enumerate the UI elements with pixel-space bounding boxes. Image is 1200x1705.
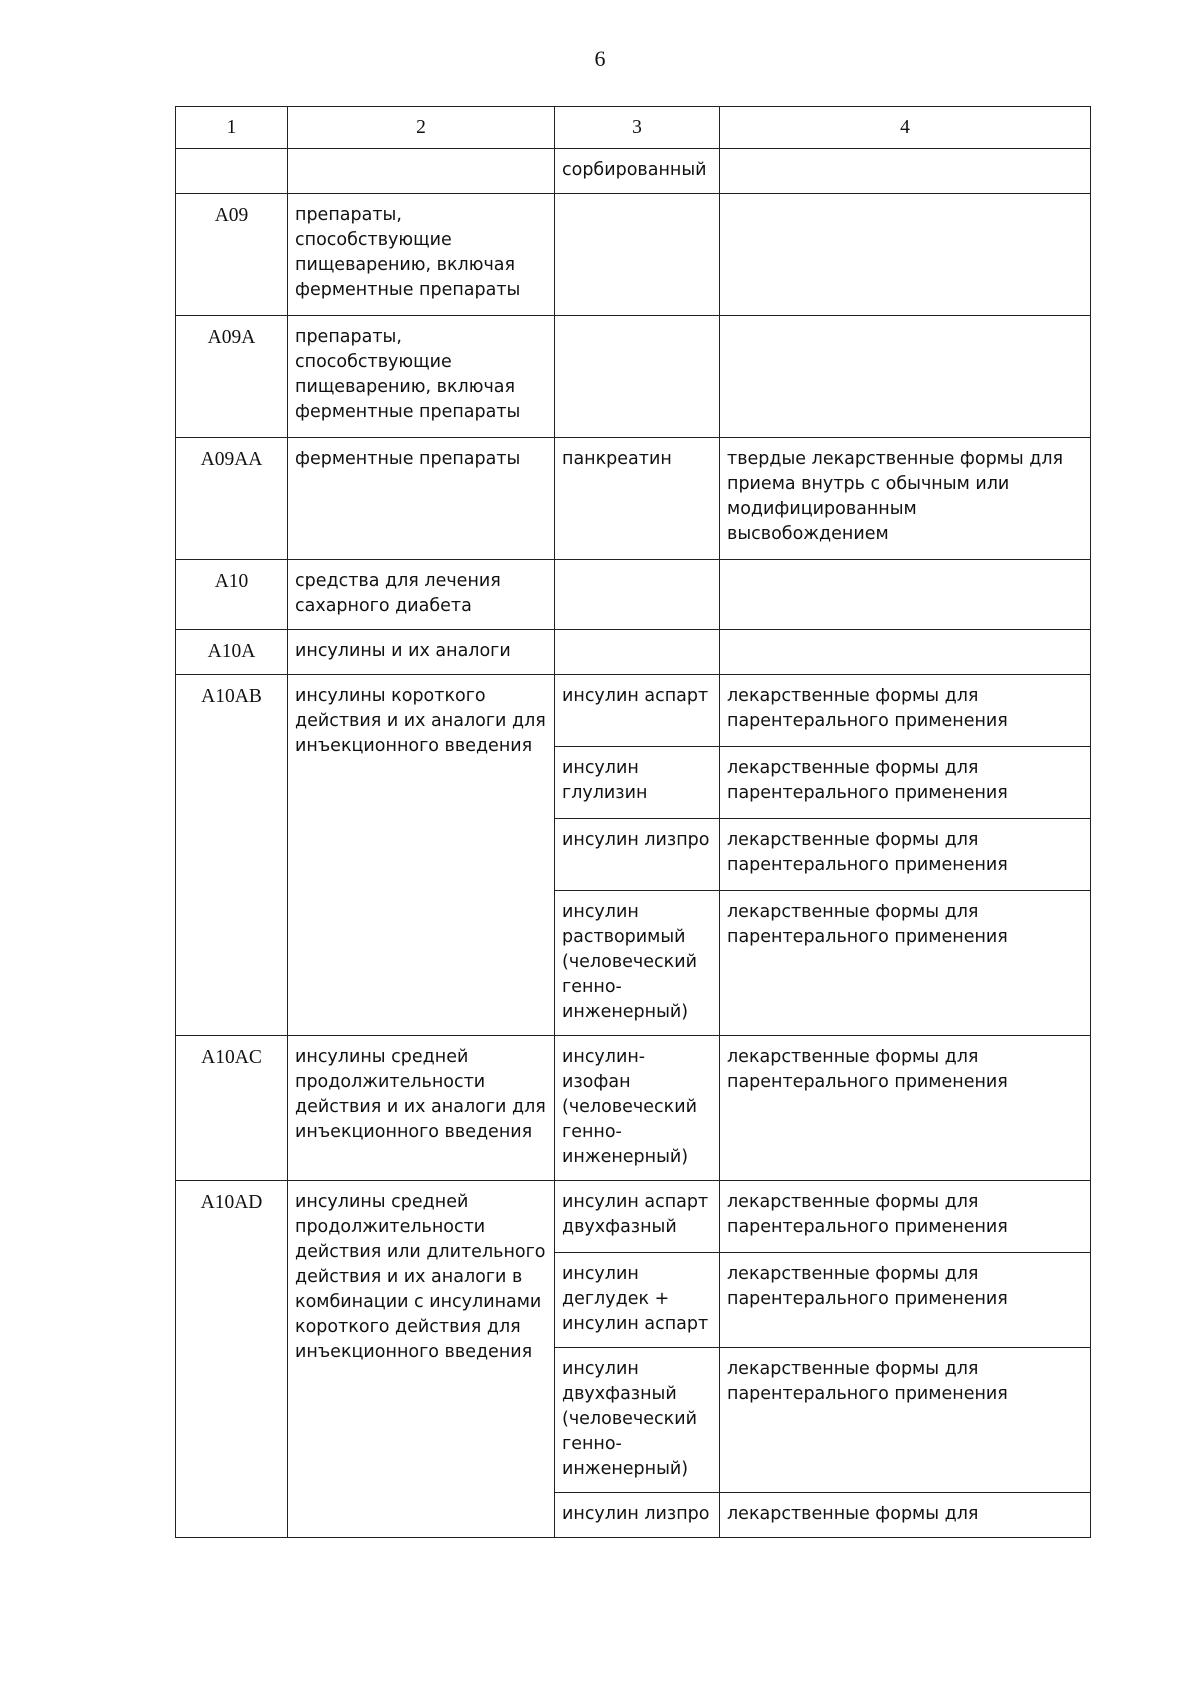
atc-code-cell: A10AD <box>176 1181 288 1538</box>
drug-name-cell: инсулин лизпро <box>555 1493 720 1538</box>
dosage-form-cell <box>720 316 1091 438</box>
atc-code-cell: A10 <box>176 560 288 630</box>
drug-name-cell: инсулин глулизин <box>555 747 720 819</box>
atc-code-cell: A09 <box>176 194 288 316</box>
drug-name-cell <box>555 194 720 316</box>
atc-code-cell: A10A <box>176 630 288 675</box>
dosage-form-cell: лекарственные формы для парентерального применения <box>720 1348 1091 1493</box>
dosage-form-cell <box>720 149 1091 194</box>
group-cell: препараты, способствующие пищеварению, включая ферментные препараты <box>288 316 555 438</box>
group-cell: препараты, способствующие пищеварению, включая ферментные препараты <box>288 194 555 316</box>
atc-code-cell: A10AC <box>176 1036 288 1181</box>
medication-table <box>175 106 1091 1538</box>
group-cell: средства для лечения сахарного диабета <box>288 560 555 630</box>
column-number-3: 3 <box>555 107 720 149</box>
table-row <box>176 438 1091 560</box>
table-row <box>176 675 1091 747</box>
table-row <box>176 149 1091 194</box>
table-row <box>176 194 1091 316</box>
dosage-form-cell <box>720 194 1091 316</box>
group-cell: инсулины средней продолжительности действия и их аналоги для инъекционного введения <box>288 1036 555 1181</box>
drug-name-cell: инсулин аспарт <box>555 675 720 747</box>
drug-name-cell <box>555 316 720 438</box>
dosage-form-cell <box>720 630 1091 675</box>
table-row <box>176 316 1091 438</box>
group-cell: инсулины средней продолжительности действия или длительного действия и их аналоги в комбинации с инсулинами короткого действия для инъекционного введения <box>288 1181 555 1538</box>
drug-name-cell: инсулин аспарт двухфазный <box>555 1181 720 1253</box>
drug-name-cell: панкреатин <box>555 438 720 560</box>
dosage-form-cell: лекарственные формы для парентерального применения <box>720 747 1091 819</box>
column-number-4: 4 <box>720 107 1091 149</box>
atc-code-cell: A10AB <box>176 675 288 1036</box>
drug-name-cell: инсулин деглудек + инсулин аспарт <box>555 1253 720 1348</box>
column-number-1: 1 <box>176 107 288 149</box>
table-row <box>176 630 1091 675</box>
table-row <box>176 1036 1091 1181</box>
atc-code-cell: A09A <box>176 316 288 438</box>
column-number-2: 2 <box>288 107 555 149</box>
atc-code-cell <box>176 149 288 194</box>
group-cell: инсулины и их аналоги <box>288 630 555 675</box>
drug-name-cell <box>555 630 720 675</box>
dosage-form-cell: твердые лекарственные формы для приема внутрь с обычным или модифицированным высвобождением <box>720 438 1091 560</box>
dosage-form-cell: лекарственные формы для парентерального применения <box>720 819 1091 891</box>
drug-name-cell: инсулин двухфазный (человеческий генно-инженерный) <box>555 1348 720 1493</box>
dosage-form-cell: лекарственные формы для парентерального применения <box>720 1036 1091 1181</box>
drug-name-cell: сорбированный <box>555 149 720 194</box>
drug-name-cell: инсулин-изофан (человеческий генно-инженерный) <box>555 1036 720 1181</box>
dosage-form-cell: лекарственные формы для <box>720 1493 1091 1538</box>
table-row <box>176 560 1091 630</box>
table-header-row <box>176 107 1091 149</box>
dosage-form-cell: лекарственные формы для парентерального применения <box>720 891 1091 1036</box>
dosage-form-cell: лекарственные формы для парентерального применения <box>720 1181 1091 1253</box>
atc-code-cell: A09AA <box>176 438 288 560</box>
page-number: 6 <box>594 46 606 71</box>
drug-name-cell: инсулин лизпро <box>555 819 720 891</box>
dosage-form-cell: лекарственные формы для парентерального применения <box>720 1253 1091 1348</box>
dosage-form-cell: лекарственные формы для парентерального применения <box>720 675 1091 747</box>
group-cell <box>288 149 555 194</box>
drug-name-cell <box>555 560 720 630</box>
group-cell: инсулины короткого действия и их аналоги для инъекционного введения <box>288 675 555 1036</box>
table-row <box>176 1181 1091 1253</box>
dosage-form-cell <box>720 560 1091 630</box>
drug-name-cell: инсулин растворимый (человеческий генно-инженерный) <box>555 891 720 1036</box>
group-cell: ферментные препараты <box>288 438 555 560</box>
